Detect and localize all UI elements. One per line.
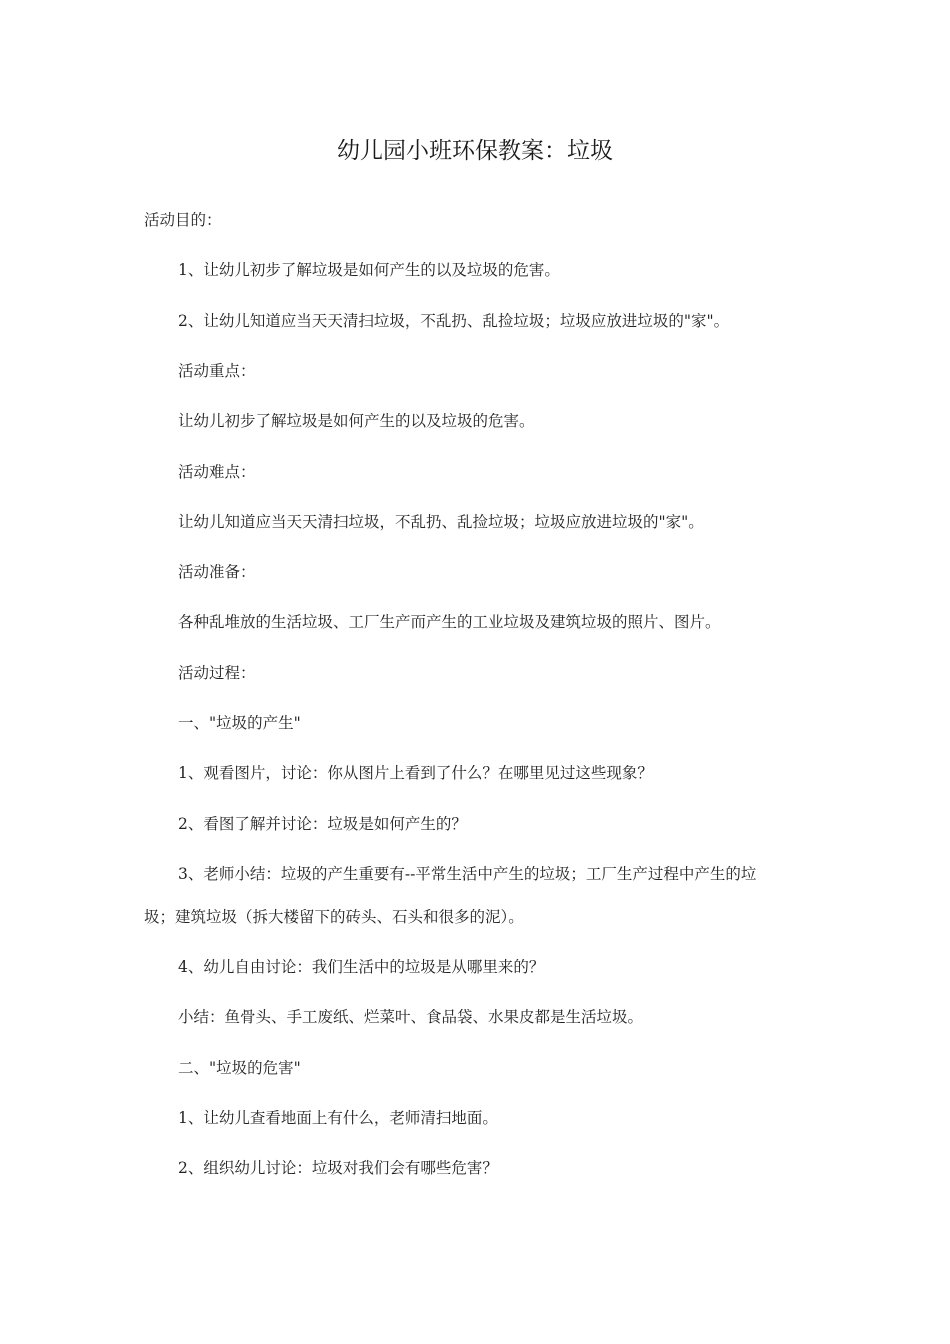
process-part-2-step-1: 1、让幼儿查看地面上有什么，老师清扫地面。 [178,1109,498,1127]
process-step-2: 2、看图了解并讨论：垃圾是如何产生的？ [178,815,467,833]
preparation-text: 各种乱堆放的生活垃圾、工厂生产而产生的工业垃圾及建筑垃圾的照片、图片。 [178,613,721,631]
objective-item-2: 2、让幼儿知道应当天天清扫垃圾，不乱扔、乱捡垃圾；垃圾应放进垃圾的"家"。 [178,312,730,330]
process-part-2-step-2: 2、组织幼儿讨论：垃圾对我们会有哪些危害？ [178,1159,498,1177]
document-title: 幼儿园小班环保教案：垃圾 [337,138,613,164]
objective-item-1: 1、让幼儿初步了解垃圾是如何产生的以及垃圾的危害。 [178,261,560,279]
process-step-3-line-1: 3、老师小结：垃圾的产生重要有--平常生活中产生的垃圾；工厂生产过程中产生的垃 [178,865,757,883]
process-step-3-line-2: 圾；建筑垃圾（拆大楼留下的砖头、石头和很多的泥）。 [144,908,524,926]
section-heading-preparation: 活动准备： [178,563,256,581]
section-heading-key-points: 活动重点： [178,362,256,380]
section-heading-difficulties: 活动难点： [178,463,256,481]
process-step-4: 4、幼儿自由讨论：我们生活中的垃圾是从哪里来的？ [178,958,545,976]
process-part-2-heading: 二、"垃圾的危害" [178,1059,301,1077]
key-points-text: 让幼儿初步了解垃圾是如何产生的以及垃圾的危害。 [178,412,535,430]
process-summary: 小结：鱼骨头、手工废纸、烂菜叶、食品袋、水果皮都是生活垃圾。 [178,1008,644,1026]
process-step-1: 1、观看图片，讨论：你从图片上看到了什么？在哪里见过这些现象？ [178,764,653,782]
section-heading-objectives: 活动目的： [144,211,222,229]
section-heading-process: 活动过程： [178,664,256,682]
process-part-1-heading: 一、"垃圾的产生" [178,714,301,732]
difficulties-text: 让幼儿知道应当天天清扫垃圾，不乱扔、乱捡垃圾；垃圾应放进垃圾的"家"。 [178,513,704,531]
